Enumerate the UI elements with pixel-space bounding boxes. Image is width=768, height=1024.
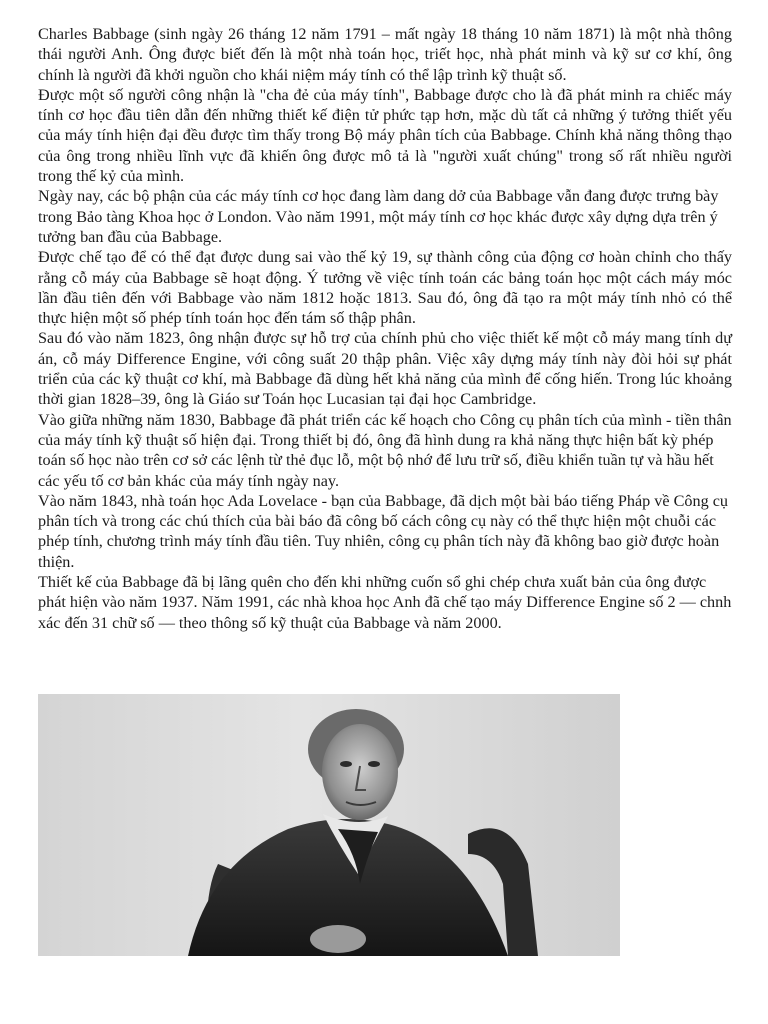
paragraph-father-of-computer: Được một số người công nhận là "cha đẻ của máy tính", Babbage được cho là đã phát minh ra chiếc máy tính cơ học đầu tiên dẫn đến những thiết kế điện tử phức tạp hơn, mặc dù tất cả những ý tưởng thiết yếu của máy tính hiện đại đều được tìm thấy trong Bộ máy phân tích của Babbage. Chính khả năng thông thạo của ông trong nhiều lĩnh vực đã khiến ông được mô tả là "người xuất chúng" trong số rất nhiều người trong thế kỷ của mình.: [38, 85, 732, 186]
paragraph-first-calculator: Được chế tạo để có thể đạt được dung sai vào thế kỷ 19, sự thành công của động cơ hoàn chỉnh cho thấy rằng cỗ máy của Babbage sẽ hoạt động. Ý tưởng về việc tính toán các bảng toán học một cách máy móc lần đầu tiên đến với Babbage vào năm 1812 hoặc 1813. Sau đó, ông đã tạo ra một máy tính nhỏ có thể thực hiện một số phép tính toán học đến tám số thập phân.: [38, 248, 732, 328]
paragraph-science-museum: Ngày nay, các bộ phận của các máy tính cơ học đang làm dang dở của Babbage vẫn đang được trưng bày trong Bảo tàng Khoa học ở London. Vào năm 1991, một máy tính cơ học khác được xây dựng dựa trên ý tưởng ban đầu của Babbage.: [38, 187, 719, 246]
portrait-photo: [38, 694, 620, 956]
paragraph-analytical-engine: Vào giữa những năm 1830, Babbage đã phát triển các kế hoạch cho Công cụ phân tích của mình - tiền thân của máy tính kỹ thuật số hiện đại. Trong thiết bị đó, ông đã hình dung ra khả năng thực hiện bất kỳ phép toán số học nào trên cơ sở các lệnh từ thẻ đục lỗ, một bộ nhớ để lưu trữ số, điều khiển tuần tự và hầu hết các yếu tố cơ bản khác của máy tính ngày nay.: [38, 410, 732, 490]
paragraph-rediscovery: Thiết kế của Babbage đã bị lãng quên cho đến khi những cuốn sổ ghi chép chưa xuất bản của ông được phát hiện vào năm 1937. Năm 1991, các nhà khoa học Anh đã chế tạo máy Difference Engine số 2 — chnh xác đến 31 chữ số — theo thông số kỹ thuật của Babbage và năm 2000.: [38, 573, 732, 632]
paragraph-intro: Charles Babbage (sinh ngày 26 tháng 12 năm 1791 – mất ngày 18 tháng 10 năm 1871) là một nhà thông thái người Anh. Ông được biết đến là một nhà toán học, triết học, nhà phát minh và kỹ sư cơ khí, ông chính là người đã khởi nguồn cho khái niệm máy tính có thể lập trình kỹ thuật số.: [38, 25, 732, 84]
paragraph-ada-lovelace: Vào năm 1843, nhà toán học Ada Lovelace - bạn của Babbage, đã dịch một bài báo tiếng Pháp về Công cụ phân tích và trong các chú thích của bài báo đã công bố cách công cụ này có thể thực hiện một chuỗi các phép tính, chương trình máy tính đầu tiên. Tuy nhiên, công cụ phân tích này đã không bao giờ được hoàn thiện.: [38, 491, 729, 571]
paragraph-difference-engine: Sau đó vào năm 1823, ông nhận được sự hỗ trợ của chính phủ cho việc thiết kế một cỗ máy mang tính dự án, cỗ máy Difference Engine, với công suất 20 thập phân. Việc xây dựng máy tính này đòi hỏi sự phát triển của các kỹ thuật cơ khí, mà Babbage đã dùng hết khả năng của mình để cống hiến. Trong lúc khoảng thời gian 1828–39, ông là Giáo sư Toán học Lucasian tại đại học Cambridge.: [38, 329, 732, 409]
document-body: [38, 24, 732, 633]
portrait-illustration: [38, 694, 620, 956]
